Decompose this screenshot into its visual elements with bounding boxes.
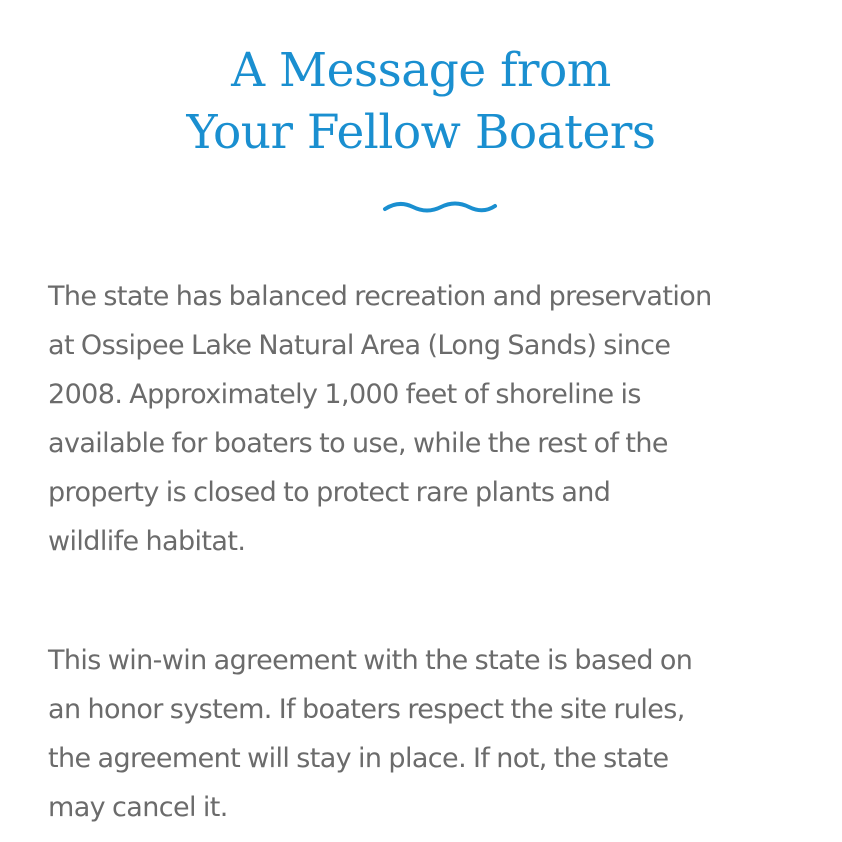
title-line-1: A Message from [231, 43, 611, 98]
title-line-2: Your Fellow Boaters [186, 105, 656, 160]
paragraph-agreement: This win-win agreement with the state is based on an honor system. If boaters respect the site rules, the agreement will stay in place. If not, the state may cancel it. [48, 645, 693, 823]
paragraph-intro: The state has balanced recreation and preservation at Ossipee Lake Natural Area (Long Sands) since 2008. Approximately 1,000 feet of shoreline is available for boaters to use, while the rest of the property is closed to protect rare plants and wildlife habitat. [48, 281, 712, 557]
wave-icon [382, 198, 498, 216]
page-title [0, 40, 842, 164]
